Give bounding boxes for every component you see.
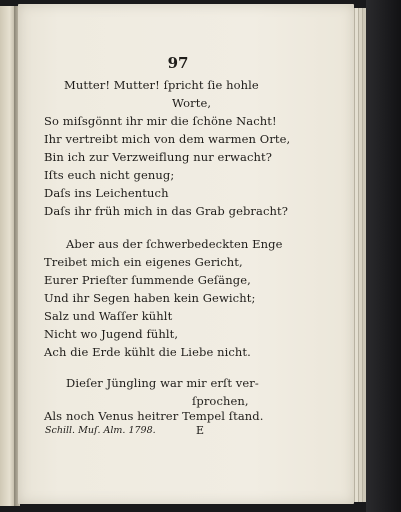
page-number: 97 <box>167 54 189 72</box>
poem-line: Und ihr Segen haben kein Gewicht; <box>44 291 256 305</box>
poem-line: Salz und Waſſer kühlt <box>44 309 173 323</box>
poem-line: ſprochen, <box>192 394 249 408</box>
poem-line: Als noch Venus heitrer Tempel ſtand. <box>44 409 264 423</box>
poem-line: Mutter! Mutter! ſpricht ſie hohle <box>64 78 259 92</box>
poem-line: Worte, <box>172 96 212 110</box>
poem-line: Bin ich zur Verzweiflung nur erwacht? <box>44 150 272 164</box>
poem-line: So miſsgönnt ihr mir die ſchöne Nacht! <box>44 114 277 128</box>
poem-line: Aber aus der ſchwerbedeckten Enge <box>66 237 283 251</box>
poem-line: Treibet mich ein eigenes Gericht, <box>44 255 243 269</box>
poem-line: Ach die Erde kühlt die Liebe nicht. <box>44 345 251 359</box>
poem-line: Eurer Prieſter ſummende Geſänge, <box>44 273 251 287</box>
poem-line: Daſs ihr früh mich in das Grab gebracht? <box>44 204 289 218</box>
poem-line: Nicht wo Jugend fühlt, <box>44 327 179 341</box>
poem-line: Dieſer Jüngling war mir erſt ver- <box>66 376 259 390</box>
source-reference: Schill. Muſ. Alm. 1798. <box>45 425 156 436</box>
poem-line: Iſts euch nicht genug; <box>44 168 175 182</box>
poem-line: Ihr vertreibt mich von dem warmen Orte, <box>44 132 291 146</box>
signature-mark: E <box>196 424 205 437</box>
book-page <box>18 4 354 504</box>
page-text <box>18 4 354 504</box>
book-cover-edge <box>366 0 401 512</box>
poem-line: Daſs ins Leichentuch <box>44 186 169 200</box>
